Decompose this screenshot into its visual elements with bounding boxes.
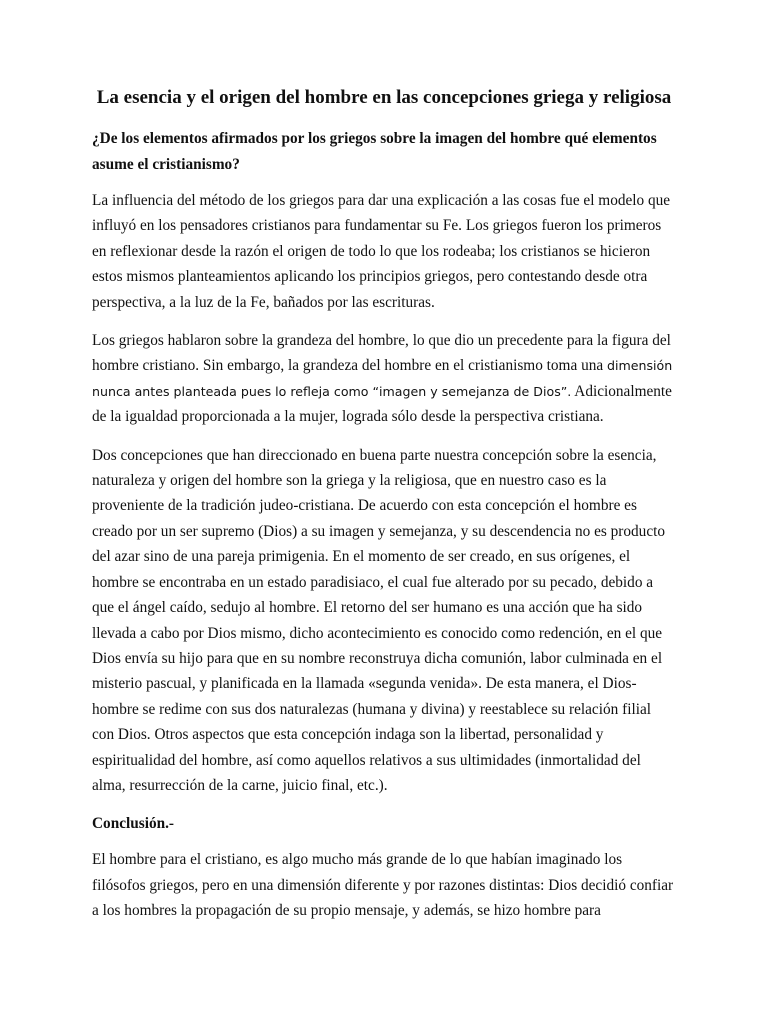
document-title: La esencia y el origen del hombre en las concepciones griega y religiosa [96,87,672,108]
question-heading: ¿De los elementos afirmados por los griegos sobre la imagen del hombre qué elementos asume el cristianismo? [92,130,657,173]
paragraph-2 [92,328,676,430]
paragraph-2-part-a: Los griegos hablaron sobre la grandeza del hombre, lo que dio un precedente para la figura del hombre cristiano. Sin embargo, la grandeza del hombre en el cristianismo toma una [92,332,671,375]
paragraph-1: La influencia del método de los griegos para dar una explicación a las cosas fue el modelo que influyó en los pensadores cristianos para fundamentar su Fe. Los griegos fueron los primeros en reflexionar desde la razón el origen de todo lo que los rodeaba; los cristianos se hicieron estos mismos planteamientos aplicando los principios griegos, pero contestando desde otra perspectiva, a la luz de la Fe, bañados por las escrituras. [92,192,671,311]
paragraph-2-quote: dimensión nunca antes planteada pues lo refleja como “imagen y semejanza de Dios”. [92,358,673,399]
paragraph-2-part-c: Adicionalmente de la igualdad proporcionada a la mujer, lograda sólo desde la perspectiva cristiana. [92,382,672,426]
paragraph-4: El hombre para el cristiano, es algo mucho más grande de lo que habían imaginado los filósofos griegos, pero en una dimensión diferente y por razones distintas: Dios decidió confiar a los hombres la propagación de su propio mensaje, y además, se hizo hombre para [92,851,674,920]
paragraph-3: Dos concepciones que han direccionado en buena parte nuestra concepción sobre la esencia, naturaleza y origen del hombre son la griega y la religiosa, que en nuestro caso es la proveniente de la tradición judeo-cristiana. De acuerdo con esta concepción el hombre es creado por un ser supremo (Dios) a su imagen y semejanza, y su descendencia no es producto del azar sino de una pareja primigenia. En el momento de ser creado, en sus orígenes, el hombre se encontraba en un estado paradisiaco, el cual fue alterado por su pecado, debido a que el ángel caído, sedujo al hombre. El retorno del ser humano es una acción que ha sido llevada a cabo por Dios mismo, dicho acontecimiento es conocido como redención, en el que Dios envía su hijo para que en su nombre reconstruya dicha comunión, labor culminada en el misterio pascual, y planificada en la llamada «segunda venida». De esta manera, el Dios-hombre se redime con sus dos naturalezas (humana y divina) y reestablece su relación filial con Dios. Otros aspectos que esta concepción indaga son la libertad, personalidad y espiritualidad del hombre, así como aquellos relativos a sus ultimidades (inmortalidad del alma, resurrección de la carne, juicio final, etc.). [92,446,666,794]
conclusion-heading: Conclusión.- [92,815,175,833]
